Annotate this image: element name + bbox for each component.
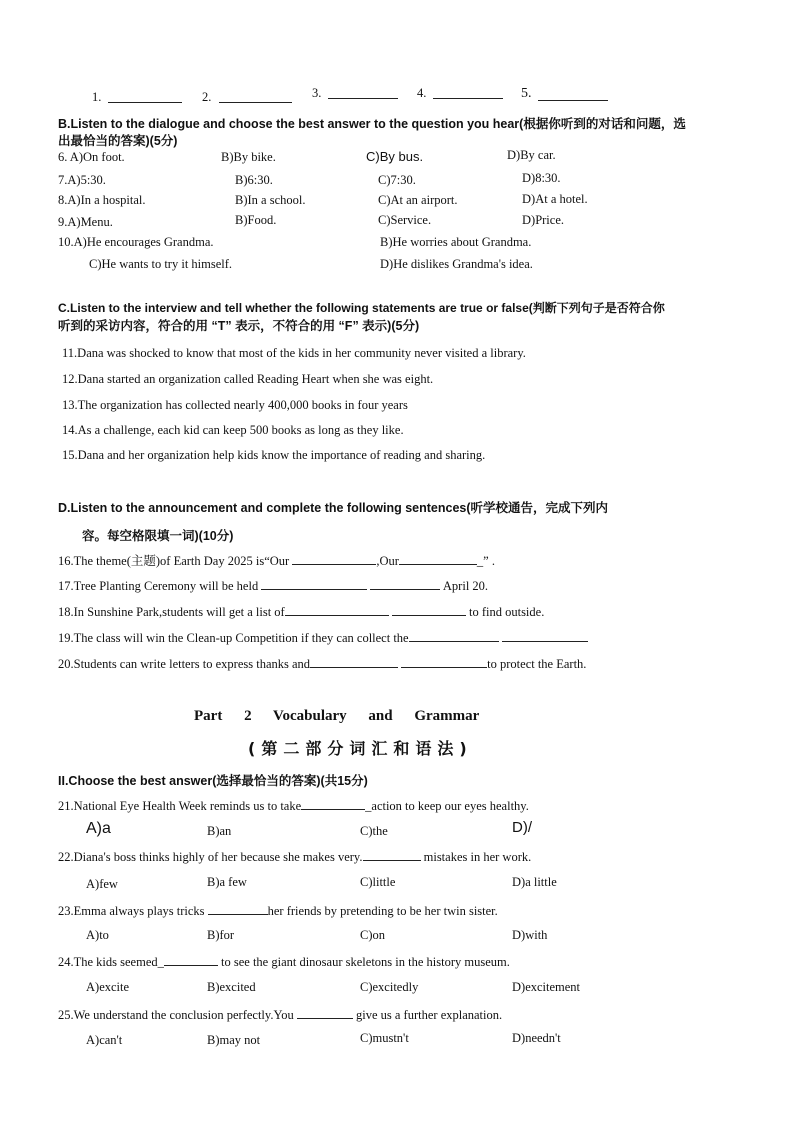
q6-option-d[interactable]: D)By car. [507,148,556,162]
question-25-stem [58,1006,502,1023]
question-23-stem [58,902,498,919]
q9-option-c[interactable]: C)Service. [378,213,432,227]
q19-blank-2[interactable] [502,629,588,642]
section-ii-heading: II.Choose the best answer(选择最恰当的答案)(共15分) [58,774,368,788]
q21-option-a[interactable]: A)a [86,820,111,837]
q8-option-a[interactable]: 8.A)In a hospital. [58,193,146,207]
q24-option-d[interactable]: D)excitement [512,980,581,994]
q20-blank-2[interactable] [401,655,487,668]
statement-14: 14.As a challenge, each kid can keep 500 books as long as they like. [62,423,404,437]
q7-option-a[interactable]: 7.A)5:30. [58,173,106,187]
question-22-stem [58,848,531,865]
part-2-subtitle: (第二部分词汇和语法) [248,739,473,758]
statement-15: 15.Dana and her organization help kids know the importance of reading and sharing. [62,448,486,462]
q23-blank[interactable] [208,902,268,915]
q18-text-2: to find outside. [465,605,545,619]
q23-stem-text-2: her friends by pretending to be her twin sister. [267,904,498,918]
q8-option-c[interactable]: C)At an airport. [378,193,458,207]
q25-blank[interactable] [297,1006,353,1019]
blank-label-3: 3. [312,86,322,100]
q8-option-d[interactable]: D)At a hotel. [522,192,588,206]
section-c-heading-2: 听到的采访内容，符合的用 “T” 表示，不符合的用 “F” 表示)(5分) [58,319,420,333]
q9-option-d[interactable]: D)Price. [522,213,564,227]
q19-text-1: 19.The class will win the Clean-up Competition if they can collect the [58,631,409,645]
q22-blank[interactable] [363,848,421,861]
blank-label-1: 1. [92,90,102,104]
q16-text-3: _” . [476,554,495,568]
part-2-title: Part 2 Vocabulary and Grammar [194,708,480,724]
q21-option-d[interactable]: D)/ [512,819,532,836]
q7-option-b[interactable]: B)6:30. [235,173,273,187]
section-b-heading-2: 出最恰当的答案)(5分) [58,134,178,148]
q21-blank[interactable] [301,797,365,810]
answer-blank-5[interactable] [538,88,608,101]
q16-blank-2[interactable] [399,552,477,565]
q25-option-c[interactable]: C)mustn't [360,1031,409,1045]
q22-option-d[interactable]: D)a little [512,875,557,889]
blank-label-2: 2. [202,90,212,104]
q10-option-a[interactable]: 10.A)He encourages Grandma. [58,235,214,249]
q25-option-a[interactable]: A)can't [86,1033,123,1047]
q6-option-a[interactable]: 6. A)On foot. [58,150,125,164]
q10-option-d[interactable]: D)He dislikes Grandma's idea. [380,257,533,271]
section-d-heading-1: D.Listen to the announcement and complete the following sentences(听学校通告，完成下列内 [58,501,609,515]
question-21-stem [58,797,529,814]
blank-label-4: 4. [417,86,427,100]
q20-text-2: to protect the Earth. [487,657,587,671]
q18-text-1: 18.In Sunshine Park,students will get a list of [58,605,285,619]
q6-option-c[interactable]: C)By bus. [366,149,424,164]
q18-blank-2[interactable] [392,603,466,616]
question-20 [58,655,586,672]
q23-option-a[interactable]: A)to [86,928,109,942]
q21-stem-text-2: _action to keep our eyes healthy. [365,799,529,813]
q21-stem-text-1: 21.National Eye Health Week reminds us to take [58,799,302,813]
q18-blank-1[interactable] [285,603,389,616]
q21-option-c[interactable]: C)the [360,824,388,838]
statement-12: 12.Dana started an organization called Reading Heart when she was eight. [62,372,434,386]
question-17 [58,577,488,594]
q24-stem-text-2: to see the giant dinosaur skeletons in the history museum. [217,955,510,969]
q24-stem-text-1: 24.The kids seemed_ [58,955,164,969]
q22-option-c[interactable]: C)little [360,875,396,889]
q16-blank-1[interactable] [292,552,376,565]
q9-option-a[interactable]: 9.A)Menu. [58,215,113,229]
q17-text-2: April 20. [440,579,489,593]
q22-stem-text-2: mistakes in her work. [420,850,532,864]
section-c-heading-1: C.Listen to the interview and tell whether the following statements are true or false(判断下列句子是否符合你 [58,301,665,315]
q10-option-b[interactable]: B)He worries about Grandma. [380,235,532,249]
q22-stem-text-1: 22.Diana's boss thinks highly of her because she makes very. [58,850,363,864]
statement-13: 13.The organization has collected nearly 400,000 books in four years [62,398,408,412]
q23-stem-text-1: 23.Emma always plays tricks [58,904,208,918]
q20-blank-1[interactable] [310,655,398,668]
answer-blank-4[interactable] [433,86,503,99]
q25-option-b[interactable]: B)may not [207,1033,261,1047]
q20-text-1: 20.Students can write letters to express thanks and [58,657,311,671]
q10-option-c[interactable]: C)He wants to try it himself. [89,257,233,271]
q7-option-d[interactable]: D)8:30. [522,171,561,185]
q19-blank-1[interactable] [409,629,499,642]
section-b-heading-1: B.Listen to the dialogue and choose the best answer to the question you hear(根据你听到的对话和问题，选 [58,117,686,131]
section-d-heading-2: 容。每空格限填一词)(10分) [82,529,234,543]
q24-blank[interactable] [164,953,218,966]
q22-option-b[interactable]: B)a few [207,875,247,889]
question-18 [58,603,544,620]
q17-blank-1[interactable] [261,577,367,590]
question-24-stem [58,953,510,970]
q7-option-c[interactable]: C)7:30. [378,173,416,187]
answer-blank-3[interactable] [328,86,398,99]
statement-11: 11.Dana was shocked to know that most of the kids in her community never visited a library. [62,346,526,360]
q25-option-d[interactable]: D)needn't [512,1031,561,1045]
answer-blank-2[interactable] [219,90,292,103]
q17-blank-2[interactable] [370,577,440,590]
q8-option-b[interactable]: B)In a school. [235,193,306,207]
q17-text-1: 17.Tree Planting Ceremony will be held [58,579,262,593]
q24-option-a[interactable]: A)excite [86,980,130,994]
q16-text-2: ,Our [376,554,399,568]
q21-option-b[interactable]: B)an [207,824,232,838]
q23-option-b[interactable]: B)for [207,928,235,942]
question-19 [58,629,588,646]
q24-option-b[interactable]: B)excited [207,980,256,994]
q25-stem-text-2: give us a further explanation. [352,1008,503,1022]
question-16 [58,551,495,569]
q23-option-d[interactable]: D)with [512,928,548,942]
q9-option-b[interactable]: B)Food. [235,213,277,227]
q25-stem-text-1: 25.We understand the conclusion perfectly.You [58,1008,297,1022]
q16-text-1: 16.The theme(主题)of Earth Day 2025 is“Our [58,554,293,568]
q6-option-b[interactable]: B)By bike. [221,150,276,164]
q24-option-c[interactable]: C)excitedly [360,980,419,994]
q23-option-c[interactable]: C)on [360,928,385,942]
blank-label-5: 5. [521,86,532,101]
q22-option-a[interactable]: A)few [86,877,118,891]
answer-blank-1[interactable] [108,90,182,103]
